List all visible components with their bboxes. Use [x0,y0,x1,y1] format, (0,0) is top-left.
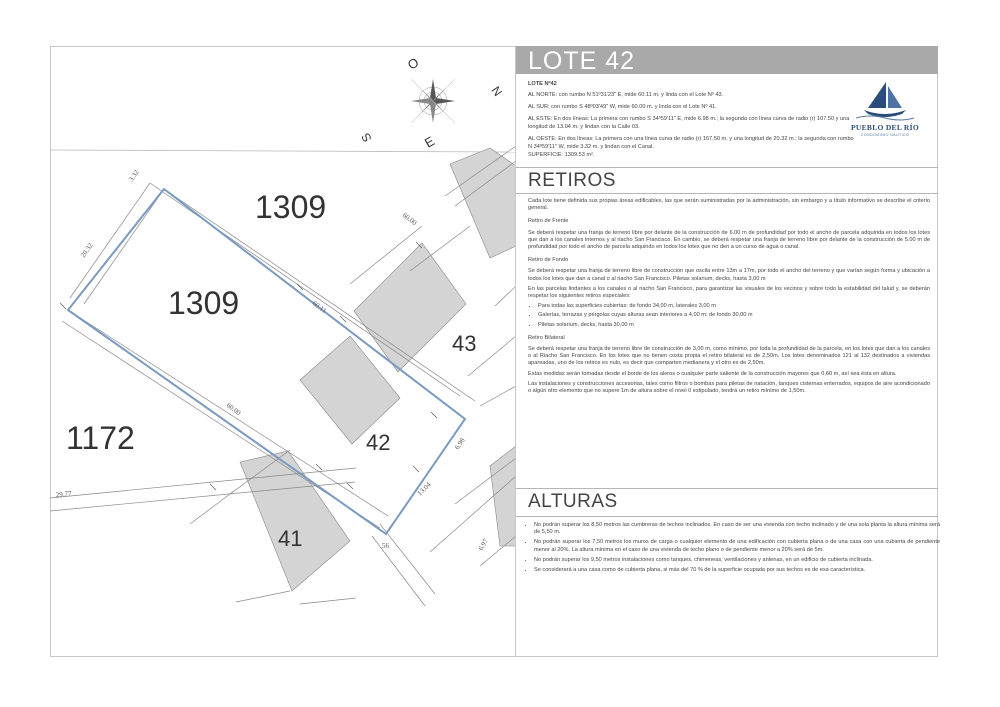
lote-sur: AL SUR: con rumbo S 48º03'49" W, mide 60.00 m. y linda con el Lote Nº 41. [528,104,717,110]
dim-29-77: 29.77 [55,489,72,499]
alturas-item: • No podrán superar los 7,50 metros los muros de carga o cualquier elemento de una edificación con cubierta plana o de una casa con una cubierta de pendiente menor al 20%. La altura mínima en el caso de una vivienda de techo plano o de pendiente menor a 20% será de 5m. [534,539,940,553]
top-right-building [450,148,516,258]
frente-title: Retiro de Frente [528,218,569,225]
dim-6-97: 6.97 [476,537,490,552]
map-boundary-line [50,150,516,152]
dim-56: 56 [382,542,389,550]
alturas-title: ALTURAS [528,491,618,512]
alturas-item: • No podrán superar los 8,50 metros las cumbreras de techos inclinados. En caso de ser una vivienda con techo inclinado y de una sola planta la altura mínima será de 5,50 m. [534,522,940,536]
title-bar [516,46,938,74]
lot-map-svg [50,46,516,657]
info-panel [516,46,938,657]
lote-este: AL ESTE: En dos líneas: La primera con rumbo S 34º59'11" E, mide 6.98 m.; la segunda con línea curva de radio (r) 107.50 y una longitud de 13.04 m. y lindan con la Calle 03. [528,116,850,130]
alturas-list [524,522,940,577]
alturas-item: • No podrán superar los 9,50 metros instalaciones como tanques, chimeneas, ventilaciones y antenas, en un edificio de cubierta inclinada. [534,557,940,564]
lot-number-41: 41 [278,526,303,551]
dim-60-11: 60.11 [310,299,328,315]
lot-number-42: 42 [366,430,391,455]
dim-20-32: 20.32 [79,241,95,260]
lote-heading: LOTE Nº42 [528,81,557,87]
divider-retiros-top [516,167,938,168]
lote-oeste: AL OESTE: En dos líneas: La primera con una línea curva de radio (r) 167.50 m. y una longitud de 20.32 m.; la segunda con rumbo N 34º59'11" W, mide 3.32 m. y lindan con el Canal. [528,136,854,150]
lot-label-top: 1309 [255,189,327,225]
logo-brand-text: PUEBLO DEL RÍO [851,123,919,132]
dim-3-32: 3.32 [127,168,141,184]
divider-alturas-bottom [516,516,938,517]
fondo-item: • Galerías, terrazas y pérgolas cuyas alturas sean interiores a 4,00 m: de fondo 30,00 m [538,312,930,319]
divider-alturas-top [516,488,938,489]
fondo-item: • Para todas las superficies cubiertas: de fondo 34,00 m, laterales 3,00 m [538,303,930,310]
compass-label-s: S [358,130,375,145]
lote-superficie: SUPERFICIE: 1309.53 m². [528,152,595,158]
dim-13-04: 13.04 [415,480,433,498]
bilateral-text-2: Estas medidas serán tomadas desde el borde de los aleros o cualquier parte saliente de la construcción mayores que 0,60 m, así sea ésta en altura. [528,370,897,377]
lot-43-building [354,243,466,372]
retiros-intro: Cada lote tiene definida sus propias áreas edificables, las que serán suministradas por la administración, sin embargo y a título informativo se describe el criterio general. [528,198,930,212]
sailboat-icon [846,78,924,124]
retiros-body [528,198,930,398]
bilateral-title: Retiro Bilateral [528,334,565,341]
compass-rose-icon [411,79,455,123]
fondo-item: • Piletas solarium, decks, hasta 30,00 m [538,322,930,329]
fondo-title: Retiro de Fondo [528,257,569,264]
lot-label-main: 1309 [168,285,240,321]
lot-number-43: 43 [452,331,477,356]
frente-text: Se deberá respetar una franja de terreno libre por delante de la construcción de 6.00 m de profundidad por todo el ancho de parcela adquirida en todos los lotes que dan a los canales internos y al riacho San Francisco. En cambio, se deberá respetar una franja de terreno libre por delante de la construcción de 5.00 m de profundidad por todo el ancho de parcela adquirido en todos los lotes que no den a un curso de agua o canal. [528,229,930,251]
compass-label-o: O [405,54,422,73]
fondo-text-2: En las parcelas lindantes a los canales o al riacho San Francisco, para garantizar las visuales de los vecinos y sobre todo la estabilidad del talud y, se deberán respetar los siguientes retiros especiales: [528,285,930,300]
lot-label-left: 1172 [66,420,135,456]
lot-map [50,46,516,657]
page-title: LOTE 42 [528,47,636,75]
logo-tagline: CONDOMINIO NÁUTICO [860,133,910,137]
dim-6-98: 6.98 [453,436,467,452]
compass-label-n: N [488,83,505,99]
lote-description [528,80,858,163]
fondo-list [528,303,930,329]
pueblo-del-rio-logo [846,78,924,150]
fondo-text-1: Se deberá respetar una franja de terreno libre de construcción que oscila entre 13m a 17m, por todo el ancho del terreno y que varían según forma y ubicación a todos los lotes que dan a canal o al riacho San Francisco. Piletas solarium, decks, hasta 3,00 m [528,268,930,282]
dim-60-00: 60.00 [224,401,243,418]
bilateral-text-1: Se deberá respetar una franja de terreno libre de construcción de 3,00 m, como mínimo, por toda la profundidad de la parcela, en los lotes que dan a los canales o al Riacho San Francisco. En los lotes que no tienen costa propia el retiro bilateral es de 2,50m. Los lotes denominados 121 al 132 destinados a viviendas apareadas, uno de los retiros es nulo, es decir que comparten medianera y el otro es de 2,50m. [528,346,930,367]
lote-norte: AL NORTE: con rumbo N 51º31'23" E, mide 60.11 m. y linda con el Lote Nº 43. [528,92,724,98]
alturas-item: • Se considerará a una casa como de cubierta plana, si más del 70 % de la superficie ocupada por sus techos es de esa característica. [534,567,940,574]
retiros-title: RETIROS [528,170,616,191]
lot-41-building [240,451,350,591]
bilateral-text-3: Las instalaciones y construcciones accesorias, tales como filtros o bombas para piletas de natación, tanques cisternas enterrados, equipos de aire acondicionado o algún otro elemento que no supere 1m de altura sobre el nivel 0 estipulado, tendrá un retiro mínimo de 1,50m. [528,380,930,395]
dim-60-00-top: 60.00 [400,211,419,228]
divider-retiros-bottom [516,193,938,194]
compass-label-e: E [422,133,438,151]
